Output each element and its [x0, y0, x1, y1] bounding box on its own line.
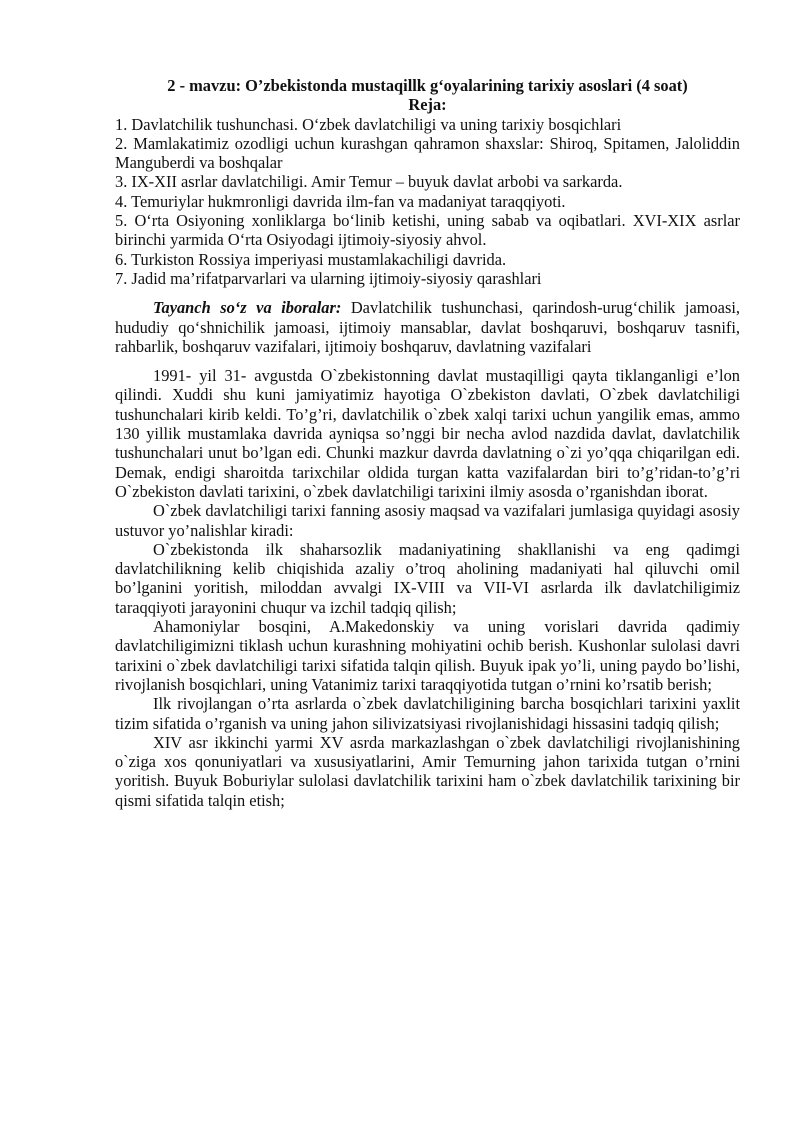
- plan-item: 4. Temuriylar hukmronligi davrida ilm-fan va madaniyat taraqqiyoti.: [115, 191, 566, 211]
- plan-item: 3. IX-XII asrlar davlatchiligi. Amir Temur – buyuk davlat arbobi va sarkarda.: [115, 172, 623, 192]
- body-paragraph: O`zbek davlatchiligi tarixi fanning asosiy maqsad va vazifalari jumlasiga quyidagi asosiy ustuvor yo’nalishlar kiradi:: [115, 501, 740, 540]
- keywords-paragraph: [115, 298, 740, 356]
- plan-item: 6. Turkiston Rossiya imperiyasi mustamlakachiligi davrida.: [115, 249, 507, 269]
- body-paragraph: O`zbekistonda ilk shaharsozlik madaniyatining shakllanishi va eng qadimgi davlatchilikning kelib chiqishida azaliy o’troq aholining madaniyati hal qiluvchi omil bo’lganini yoritish, miloddan avvalgi IX-VIII va VII-VI asrlarda ilk davlatchiligimiz taraqqiyoti jarayonini chuqur va izchil tadqiq qilish;: [115, 539, 740, 617]
- document-page: [115, 76, 740, 810]
- keywords-text: Davlatchilik tushunchasi, qarindosh-urug‘chilik jamoasi, hududiy qo‘shnichilik jamoasi, ijtimoiy mansablar, davlat boshqaruvi, boshqaruv tasnifi, rahbarlik, boshqaruv vazifalari, ijtimoiy boshqaruv, davlatning vazifalari: [115, 298, 740, 356]
- plan-list: [115, 115, 740, 289]
- keywords-label: Tayanch so‘z va iboralar:: [153, 298, 342, 318]
- plan-item: 5. O‘rta Osiyoning xonliklarga bo‘linib ketishi, uning sabab va oqibatlari. XVI-XIX asrlar birinchi yarmida O‘rta Osiyodagi ijtimoiy-siyosiy ahvol.: [115, 211, 740, 250]
- plan-item: 1. Davlatchilik tushunchasi. O‘zbek davlatchiligi va uning tarixiy bosqichlari: [115, 114, 622, 134]
- body-paragraph: Ahamoniylar bosqini, A.Makedonskiy va uning vorislari davrida qadimiy davlatchiligimizni tiklash uchun kurashning mohiyatini ochib berish. Kushonlar sulolasi davri tarixini o`zbek davlatchiligi tarixi sifatida talqin qilish. Buyuk ipak yo’li, uning paydo bo’lishi, rivojlanish bosqichlari, uning Vatanimiz tarixi taraqqiyotida tutgan o’rnini ko’rsatib berish;: [115, 617, 740, 694]
- document-title: 2 - mavzu: O’zbekistonda mustaqillk g‘oyalarining tarixiy asoslari (4 soat): [167, 76, 688, 95]
- body-paragraph: Ilk rivojlangan o’rta asrlarda o`zbek davlatchiligining barcha bosqichlari tarixini yaxlit tizim sifatida o’rganish va uning jahon silivizatsiyasi rivojlanishidagi hissasini tadqiq qilish;: [115, 694, 740, 733]
- body-paragraph: XIV asr ikkinchi yarmi XV asrda markazlashgan o`zbek davlatchiligi rivojlanishining o`ziga xos qonuniyatlari va xususiyatlarini, Amir Temurning jahon tarixida tutgan o’rnini yoritish. Buyuk Boburiylar sulolasi davlatchilik tarixini ham o`zbek davlatchilik tarixining bir qismi sifatida talqin etish;: [115, 732, 740, 810]
- body-paragraph: 1991- yil 31- avgustda O`zbekistonning davlat mustaqilligi qayta tiklanganligi e’lon qilindi. Xuddi shu kuni jamiyatimiz hayotiga O`zbekiston davlati, O`zbek davlatchiligi tushunchalari kirib keldi. To’g’ri, davlatchilik o`zbek xalqi tarixi uchun yangilik emas, ammo 130 yillik mustamlaka davrida ayniqsa so’nggi bir necha avlod nazdida davlat, davlatchilik tushunchalari unut bo’lgan edi. Chunki mazkur davrda davlatning o`zi yo’qqa chiqarilgan edi. Demak, endigi sharoitda tarixchilar oldida turgan katta vazifalardan biri to’g’ridan-to’g’ri O`zbekiston davlati tarixini, o`zbek davlatchiligi tarixini ilmiy asosda o’rganishdan iborat.: [115, 366, 740, 501]
- plan-item: 7. Jadid ma’rifatparvarlari va ularning ijtimoiy-siyosiy qarashlari: [115, 268, 542, 288]
- plan-heading: Reja:: [408, 95, 447, 115]
- plan-item: 2. Mamlakatimiz ozodligi uchun kurashgan qahramon shaxslar: Shiroq, Spitamen, Jaloliddin Manguberdi va boshqalar: [115, 133, 740, 173]
